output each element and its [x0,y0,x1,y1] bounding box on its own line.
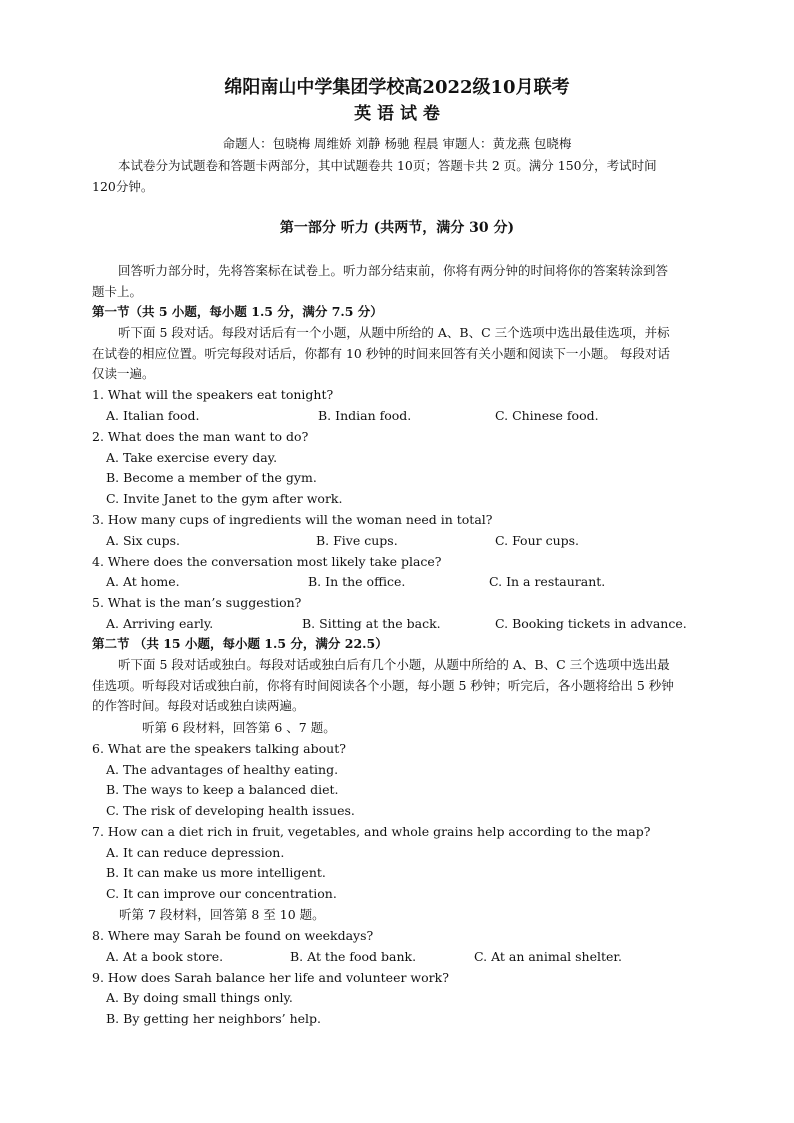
option-c: C. In a restaurant. [489,574,606,589]
option-c: C. Chinese food. [495,408,599,423]
part1-instructions: 回答听力部分时，先将答案标在试卷上。听力部分结束前，你将有两分钟的时间将你的答案转涂到答题卡上。 [92,263,669,299]
option-a: A. By doing small things only. [106,990,293,1005]
material-note: 听第 6 段材料，回答第 6 、7 题。 [142,720,336,735]
question-stem: 3. How many cups of ingredients will the woman need in total? [92,512,493,527]
option-a: A. Italian food. [106,408,200,423]
option-b: B. Five cups. [316,533,398,548]
option-c: C. The risk of developing health issues. [106,803,355,818]
intro-paragraph: 本试卷分为试题卷和答题卡两部分，其中试题卷共 10页；答题卡共 2 页。满分 150分，考试时间 120分钟。 [92,158,657,194]
option-b: B. Sitting at the back. [302,616,441,631]
option-c: C. Invite Janet to the gym after work. [106,491,343,506]
option-a: A. Arriving early. [106,616,214,631]
option-a: A. Take exercise every day. [106,450,278,465]
question-stem: 9. How does Sarah balance her life and volunteer work? [92,970,449,985]
option-b: B. At the food bank. [290,949,417,964]
question-stem: 2. What does the man want to do? [92,429,309,444]
authors-line: 命题人：包晓梅 周维娇 刘静 杨驰 程晨 审题人：黄龙燕 包晓梅 [222,136,572,151]
exam-title: 绵阳南山中学集团学校高2022级10月联考 [224,77,570,98]
option-b: B. Become a member of the gym. [106,470,317,485]
option-b: B. It can make us more intelligent. [106,865,326,880]
option-a: A. Six cups. [106,533,180,548]
question-stem: 4. Where does the conversation most likely take place? [92,554,442,569]
option-c: C. Booking tickets in advance. [495,616,687,631]
option-a: A. The advantages of healthy eating. [106,762,339,777]
option-a: A. It can reduce depression. [106,845,285,860]
option-c: C. At an animal shelter. [474,949,622,964]
section2-heading: 第二节 （共 15 小题，每小题 1.5 分，满分 22.5） [92,636,388,651]
question-stem: 7. How can a diet rich in fruit, vegetables, and whole grains help according to the map? [92,824,651,839]
option-b: B. Indian food. [318,408,412,423]
option-a: A. At a book store. [106,949,224,964]
question-stem: 5. What is the man’s suggestion? [92,595,302,610]
option-b: B. By getting her neighbors’ help. [106,1011,322,1026]
section2-instructions: 听下面 5 段对话或独白。每段对话或独白后有几个小题，从题中所给的 A、B、C 三个选项中选出最佳选项。听每段对话或独白前，你将有时间阅读各个小题，每小题 5 秒钟；听完后，各小题将给出 5 秒钟的作答时间。每段对话或独白读两遍。 [92,657,674,714]
section1-instructions: 听下面 5 段对话。每段对话后有一个小题，从题中所给的 A、B、C 三个选项中选出最佳选项，并标在试卷的相应位置。听完每段对话后，你都有 10 秒钟的时间来回答有关小题和阅读下一小题。 每段对话仅读一遍。 [92,325,670,382]
question-stem: 8. Where may Sarah be found on weekdays? [92,928,374,943]
option-b: B. The ways to keep a balanced diet. [106,782,339,797]
exam-subtitle: 英 语 试 卷 [354,104,440,124]
question-stem: 6. What are the speakers talking about? [92,741,346,756]
option-c: C. It can improve our concentration. [106,886,337,901]
option-a: A. At home. [106,574,180,589]
option-c: C. Four cups. [495,533,580,548]
part1-heading: 第一部分 听力 (共两节，满分 30 分) [279,220,515,236]
section1-heading: 第一节（共 5 小题，每小题 1.5 分，满分 7.5 分） [92,304,383,319]
material-note: 听第 7 段材料，回答第 8 至 10 题。 [119,907,325,922]
question-stem: 1. What will the speakers eat tonight? [92,387,334,402]
option-b: B. In the office. [308,574,406,589]
